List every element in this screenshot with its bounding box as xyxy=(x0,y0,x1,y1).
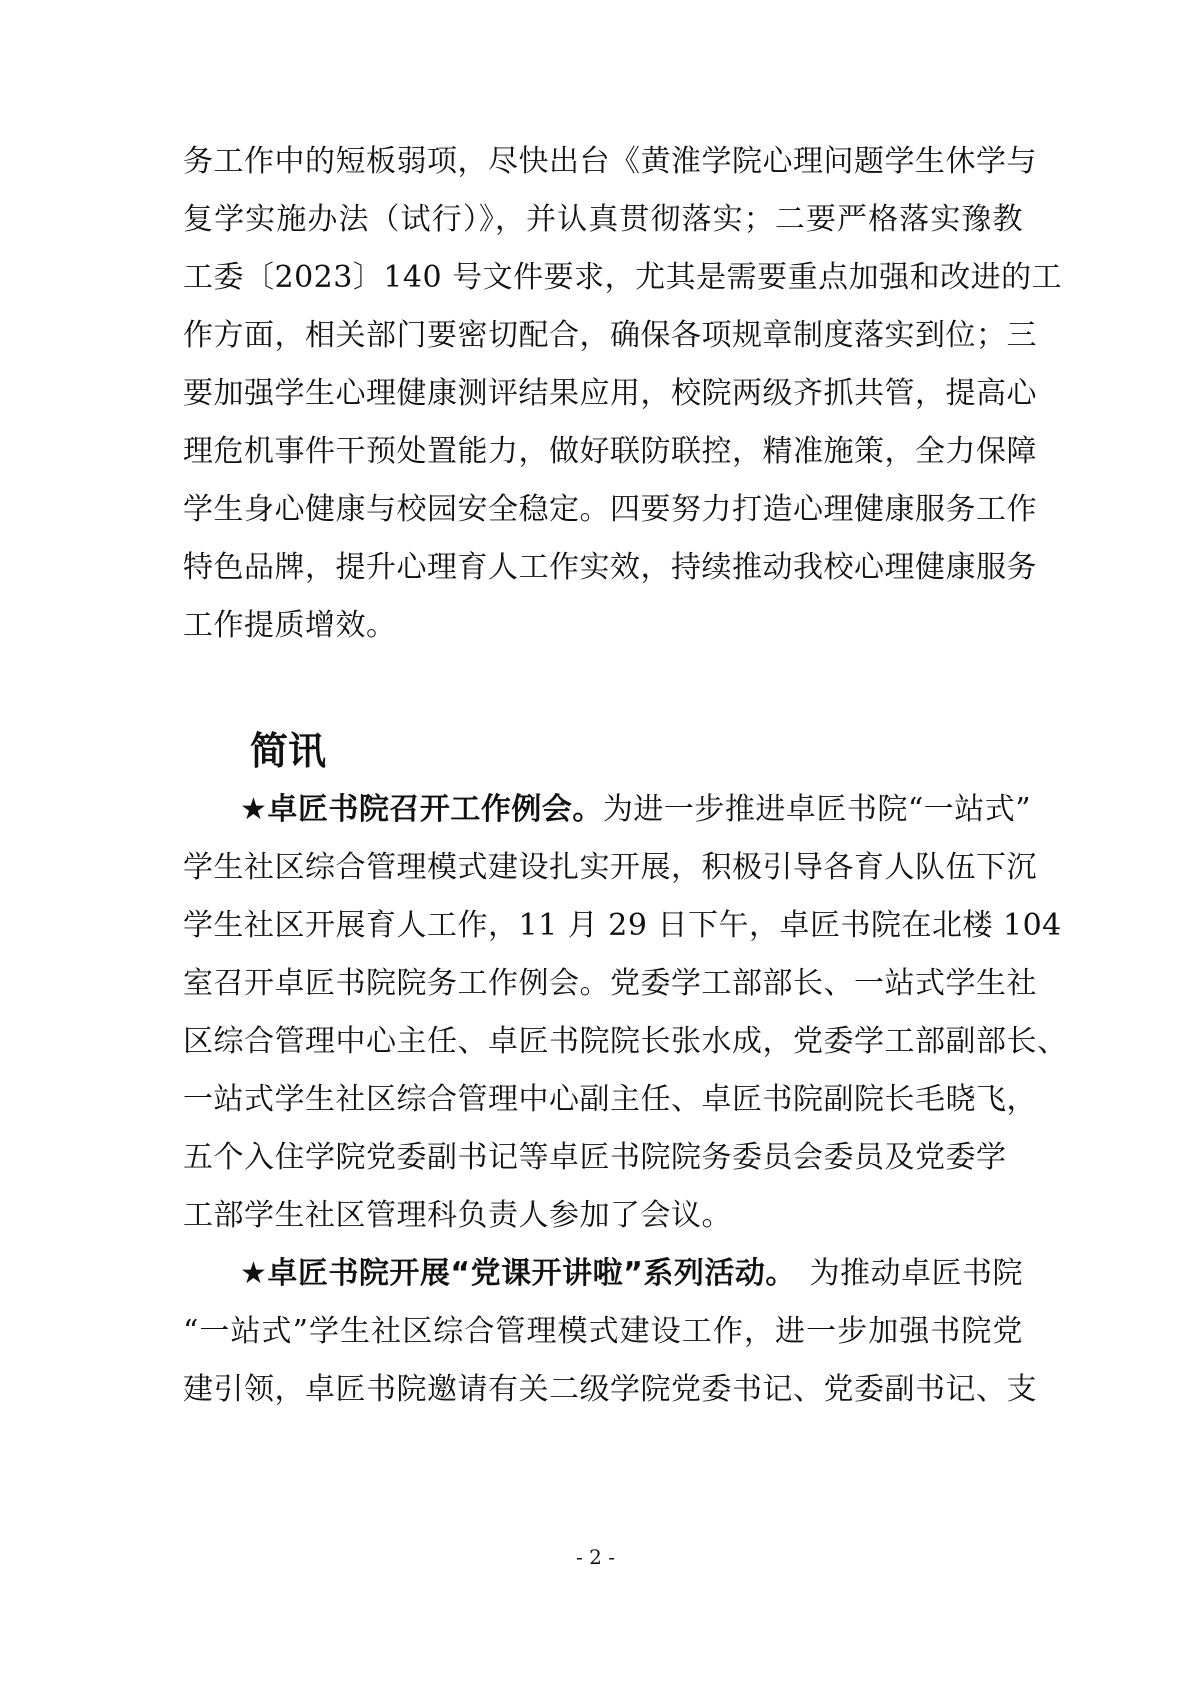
text-line: 学生社区综合管理模式建设扎实开展，积极引导各育人队伍下沉 xyxy=(183,850,1037,885)
text-line: 学生社区开展育人工作，11 月 29 日下午，卓匠书院在北楼 104 xyxy=(183,908,1062,943)
text-line-content: 五个入住学院党委副书记等卓匠书院院务委员会委员及党委学 xyxy=(183,1140,1007,1175)
news-item-first-line xyxy=(240,790,1032,830)
text-line: 工部学生社区管理科负责人参加了会议。 xyxy=(183,1198,732,1233)
news-item-text: 为进一步推进卓匠书院“一站式” xyxy=(602,792,1032,827)
text-line: 建引领，卓匠书院邀请有关二级学院党委书记、党委副书记、支 xyxy=(183,1372,1037,1407)
text-line: 复学实施办法（试行）》，并认真贯彻落实；二要严格落实豫教 xyxy=(183,202,1023,237)
text-line: “一站式”学生社区综合管理模式建设工作，进一步加强书院党 xyxy=(183,1314,1023,1349)
text-line: 区综合管理中心主任、卓匠书院院长张水成，党委学工部副部长、 xyxy=(183,1024,1068,1059)
text-line: 室召开卓匠书院院务工作例会。党委学工部部长、一站式学生社 xyxy=(183,966,1037,1001)
page-number: - 2 - xyxy=(576,1545,615,1569)
text-line: 理危机事件干预处置能力，做好联防联控，精准施策，全力保障 xyxy=(183,434,1037,469)
section-heading: 简讯 xyxy=(250,729,327,773)
text-line: 工委〔2023〕140 号文件要求，尤其是需要重点加强和改进的工 xyxy=(183,260,1063,295)
news-item-title: ★卓匠书院召开工作例会。 xyxy=(240,792,603,827)
news-item-text: 为推动卓匠书院 xyxy=(809,1256,1023,1291)
text-line xyxy=(183,1138,1007,1178)
news-item-first-line xyxy=(240,1254,1023,1294)
text-line: 特色品牌，提升心理育人工作实效，持续推动我校心理健康服务 xyxy=(183,550,1037,585)
news-item-title: ★卓匠书院开展“党课开讲啦”系列活动。 xyxy=(240,1256,796,1291)
text-line: 务工作中的短板弱项，尽快出台《黄淮学院心理问题学生休学与 xyxy=(183,144,1037,179)
text-line: 要加强学生心理健康测评结果应用，校院两级齐抓共管，提高心 xyxy=(183,376,1037,411)
text-line: 工作提质增效。 xyxy=(183,608,397,643)
text-line: 一站式学生社区综合管理中心副主任、卓匠书院副院长毛晓飞， xyxy=(183,1082,1037,1117)
text-line: 作方面，相关部门要密切配合，确保各项规章制度落实到位；三 xyxy=(183,318,1037,353)
text-line: 学生身心健康与校园安全稳定。四要努力打造心理健康服务工作 xyxy=(183,492,1037,527)
